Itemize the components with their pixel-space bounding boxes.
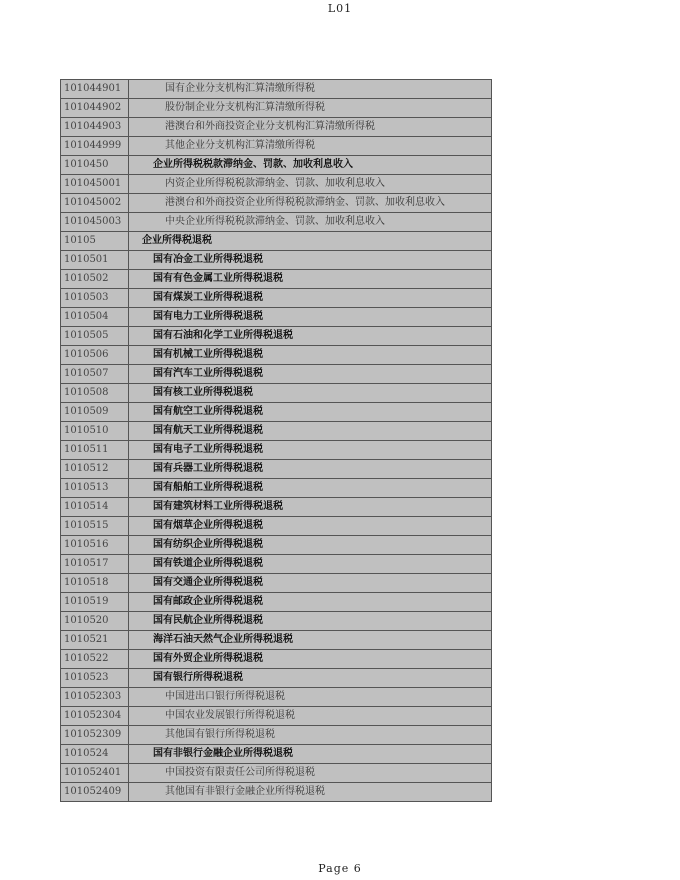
row-name: 国有外贸企业所得税退税: [129, 650, 492, 669]
table-row: [61, 612, 492, 631]
row-code: 101044902: [61, 99, 129, 118]
row-name: 国有有色金属工业所得税退税: [129, 270, 492, 289]
table-row: [61, 175, 492, 194]
row-code: 1010508: [61, 384, 129, 403]
table-row: [61, 555, 492, 574]
row-name: 企业所得税退税: [129, 232, 492, 251]
row-name: 国有煤炭工业所得税退税: [129, 289, 492, 308]
row-name: 国有非银行金融企业所得税退税: [129, 745, 492, 764]
table-row: [61, 536, 492, 555]
table-row: [61, 574, 492, 593]
row-name: 国有机械工业所得税退税: [129, 346, 492, 365]
table-row: [61, 517, 492, 536]
table-row: [61, 327, 492, 346]
table-row: [61, 346, 492, 365]
table-row: [61, 251, 492, 270]
row-name: 海洋石油天然气企业所得税退税: [129, 631, 492, 650]
row-name: 国有航空工业所得税退税: [129, 403, 492, 422]
row-name: 其他国有银行所得税退税: [129, 726, 492, 745]
row-code: 101045001: [61, 175, 129, 194]
table-row: [61, 99, 492, 118]
row-code: 1010509: [61, 403, 129, 422]
row-name: 国有企业分支机构汇算清缴所得税: [129, 80, 492, 99]
row-name: 国有邮政企业所得税退税: [129, 593, 492, 612]
table-row: [61, 384, 492, 403]
row-name: 国有船舶工业所得税退税: [129, 479, 492, 498]
page-footer: Page 6: [318, 862, 362, 875]
table-row: [61, 783, 492, 802]
table-row: [61, 669, 492, 688]
row-code: 1010515: [61, 517, 129, 536]
row-name: 国有电力工业所得税退税: [129, 308, 492, 327]
row-code: 1010513: [61, 479, 129, 498]
table-row: [61, 631, 492, 650]
table-row: [61, 726, 492, 745]
row-code: 1010450: [61, 156, 129, 175]
table-row: [61, 270, 492, 289]
page-header: L01: [327, 2, 353, 15]
row-name: 国有纺织企业所得税退税: [129, 536, 492, 555]
row-code: 10105: [61, 232, 129, 251]
row-name: 国有烟草企业所得税退税: [129, 517, 492, 536]
row-code: 1010501: [61, 251, 129, 270]
row-code: 101044999: [61, 137, 129, 156]
table-row: [61, 194, 492, 213]
row-code: 101052309: [61, 726, 129, 745]
row-name: 国有电子工业所得税退税: [129, 441, 492, 460]
row-name: 国有铁道企业所得税退税: [129, 555, 492, 574]
row-name: 中央企业所得税税款滞纳金、罚款、加收利息收入: [129, 213, 492, 232]
row-name: 国有银行所得税退税: [129, 669, 492, 688]
row-code: 101052304: [61, 707, 129, 726]
row-name: 其他企业分支机构汇算清缴所得税: [129, 137, 492, 156]
row-code: 1010507: [61, 365, 129, 384]
table-row: [61, 688, 492, 707]
row-code: 101052401: [61, 764, 129, 783]
row-name: 中国农业发展银行所得税退税: [129, 707, 492, 726]
row-code: 1010504: [61, 308, 129, 327]
table-row: [61, 479, 492, 498]
row-code: 1010503: [61, 289, 129, 308]
row-name: 国有民航企业所得税退税: [129, 612, 492, 631]
row-code: 101044901: [61, 80, 129, 99]
row-code: 1010514: [61, 498, 129, 517]
row-code: 1010521: [61, 631, 129, 650]
row-code: 101045002: [61, 194, 129, 213]
table-row: [61, 289, 492, 308]
table-row: [61, 650, 492, 669]
row-code: 101045003: [61, 213, 129, 232]
row-code: 101052303: [61, 688, 129, 707]
row-name: 股份制企业分支机构汇算清缴所得税: [129, 99, 492, 118]
row-name: 国有石油和化学工业所得税退税: [129, 327, 492, 346]
table-row: [61, 80, 492, 99]
row-name: 内资企业所得税税款滞纳金、罚款、加收利息收入: [129, 175, 492, 194]
row-name: 国有汽车工业所得税退税: [129, 365, 492, 384]
table-row: [61, 137, 492, 156]
row-name: 其他国有非银行金融企业所得税退税: [129, 783, 492, 802]
table-row: [61, 118, 492, 137]
row-code: 1010506: [61, 346, 129, 365]
row-code: 101044903: [61, 118, 129, 137]
row-code: 1010517: [61, 555, 129, 574]
row-name: 国有航天工业所得税退税: [129, 422, 492, 441]
table-row: [61, 593, 492, 612]
row-code: 1010505: [61, 327, 129, 346]
row-name: 港澳台和外商投资企业分支机构汇算清缴所得税: [129, 118, 492, 137]
table-row: [61, 764, 492, 783]
row-code: 1010522: [61, 650, 129, 669]
table-row: [61, 422, 492, 441]
row-code: 1010512: [61, 460, 129, 479]
row-name: 中国投资有限责任公司所得税退税: [129, 764, 492, 783]
table-row: [61, 403, 492, 422]
row-name: 国有冶金工业所得税退税: [129, 251, 492, 270]
row-code: 1010510: [61, 422, 129, 441]
row-name: 国有兵器工业所得税退税: [129, 460, 492, 479]
row-code: 1010519: [61, 593, 129, 612]
table-row: [61, 707, 492, 726]
row-code: 1010524: [61, 745, 129, 764]
table-row: [61, 460, 492, 479]
row-code: 1010520: [61, 612, 129, 631]
table-row: [61, 745, 492, 764]
table-row: [61, 365, 492, 384]
table-row: [61, 441, 492, 460]
row-name: 国有核工业所得税退税: [129, 384, 492, 403]
row-code: 1010523: [61, 669, 129, 688]
table-row: [61, 213, 492, 232]
row-name: 中国进出口银行所得税退税: [129, 688, 492, 707]
code-table: [60, 79, 492, 802]
row-code: 1010518: [61, 574, 129, 593]
table-row: [61, 498, 492, 517]
row-code: 1010502: [61, 270, 129, 289]
table-body: [61, 80, 492, 802]
row-name: 国有建筑材料工业所得税退税: [129, 498, 492, 517]
row-code: 1010516: [61, 536, 129, 555]
row-name: 国有交通企业所得税退税: [129, 574, 492, 593]
table-row: [61, 308, 492, 327]
row-name: 企业所得税税款滞纳金、罚款、加收利息收入: [129, 156, 492, 175]
table-row: [61, 156, 492, 175]
row-name: 港澳台和外商投资企业所得税税款滞纳金、罚款、加收利息收入: [129, 194, 492, 213]
table-row: [61, 232, 492, 251]
row-code: 1010511: [61, 441, 129, 460]
row-code: 101052409: [61, 783, 129, 802]
